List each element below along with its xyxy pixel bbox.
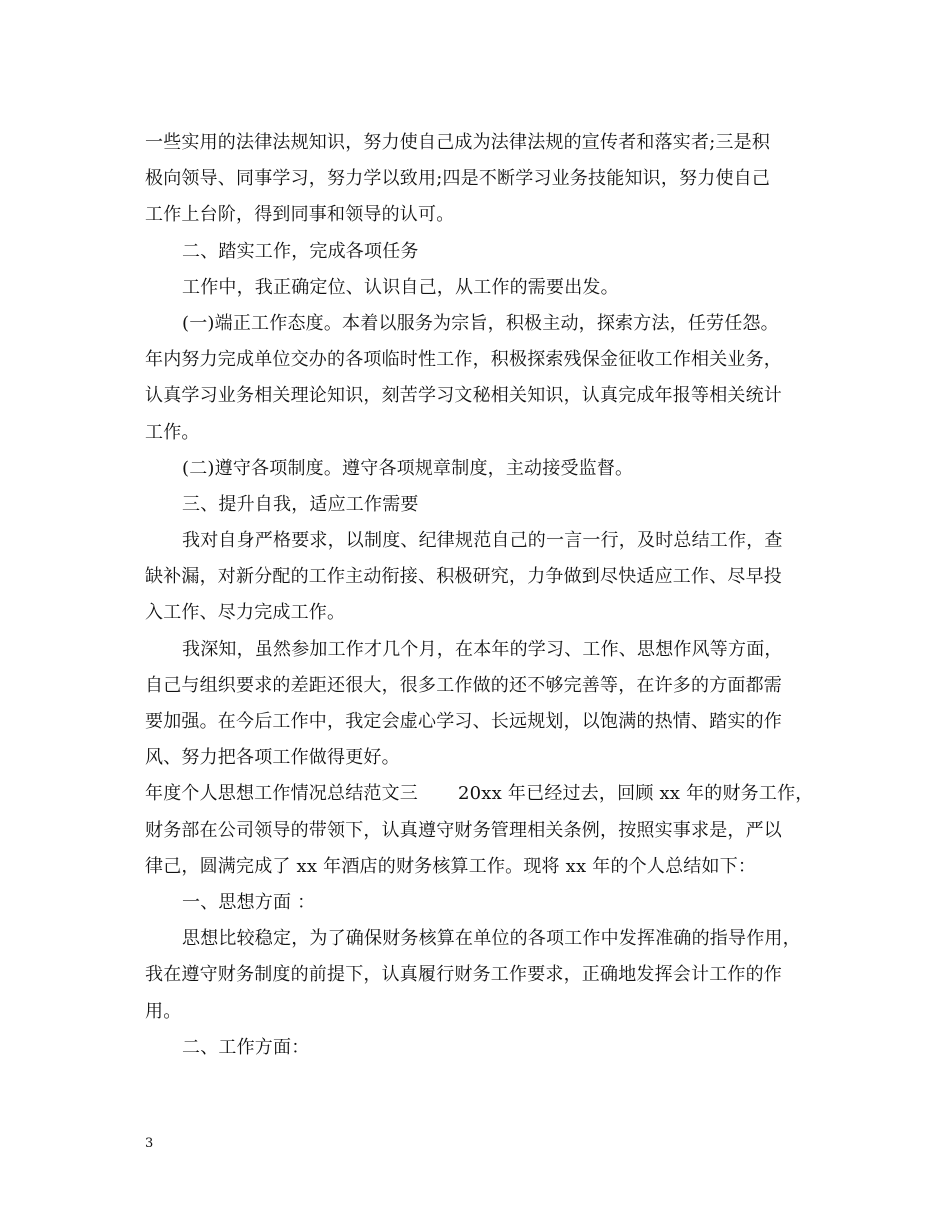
text-line: 要加强。在今后工作中，我定会虚心学习、长远规划，以饱满的热情、踏实的作	[145, 711, 782, 732]
text-line: 我对自身严格要求，以制度、纪律规范自己的一言一行，及时总结工作，查	[182, 530, 783, 552]
article-title: 年度个人思想工作情况总结范文三	[145, 783, 418, 805]
page-number: 3	[145, 1136, 154, 1151]
text-line: 自己与组织要求的差距还很大，很多工作做的还不够完善等，在许多的方面都需	[145, 674, 782, 696]
section-heading: 一、思想方面 ：	[182, 891, 316, 913]
text-line: 工作。	[145, 421, 200, 443]
text-line: 用。	[145, 1000, 182, 1022]
subsection-heading: (二)遵守各项制度。遵守各项规章制度，主动接受监督。	[182, 457, 634, 479]
text-line: 我深知，虽然参加工作才几个月，在本年的学习、工作、思想作风等方面，	[182, 638, 783, 660]
section-heading: 二、踏实工作，完成各项任务	[182, 240, 419, 262]
text-line: 入工作、尽力完成工作。	[145, 602, 346, 624]
section-heading: 二、工作方面：	[182, 1036, 310, 1058]
text-line: 一些实用的法律法规知识，努力使自己成为法律法规的宣传者和落实者;三是积	[145, 132, 771, 153]
text-line: 工作中，我正确定位、认识自己，从工作的需要出发。	[182, 276, 619, 298]
text-line: 缺补漏，对新分配的工作主动衔接、积极研究，力争做到尽快适应工作、尽早投	[145, 566, 782, 588]
text-line: 工作上台阶，得到同事和领导的认可。	[145, 204, 455, 226]
document-body	[145, 125, 814, 1066]
section-heading: 三、提升自我，适应工作需要	[182, 493, 419, 515]
text-line: 律己，圆满完成了 xx 年酒店的财务核算工作。现将 xx 年的个人总结如下：	[145, 855, 757, 877]
text-line: 思想比较稳定，为了确保财务核算在单位的各项工作中发挥准确的指导作用，	[182, 928, 801, 950]
article-title-line	[145, 776, 814, 812]
subsection-heading: (一)端正工作态度。本着以服务为宗旨，积极主动，探索方法，任劳任怨。	[182, 312, 779, 334]
text-line: 财务部在公司领导的带领下，认真遵守财务管理相关条例，按照实事求是，严以	[145, 819, 782, 841]
text-line: 风、努力把各项工作做得更好。	[145, 747, 400, 769]
text-line: 认真学习业务相关理论知识，刻苦学习文秘相关知识，认真完成年报等相关统计	[145, 385, 782, 407]
text-line: 极向领导、同事学习，努力学以致用;四是不断学习业务技能知识，努力使自己	[145, 168, 771, 190]
article-first-text: 20xx 年已经过去，回顾 xx 年的财务工作，	[458, 783, 814, 805]
text-line: 我在遵守财务制度的前提下，认真履行财务工作要求，正确地发挥会计工作的作	[145, 964, 782, 986]
text-line: 年内努力完成单位交办的各项临时性工作，积极探索残保金征收工作相关业务，	[145, 349, 782, 371]
